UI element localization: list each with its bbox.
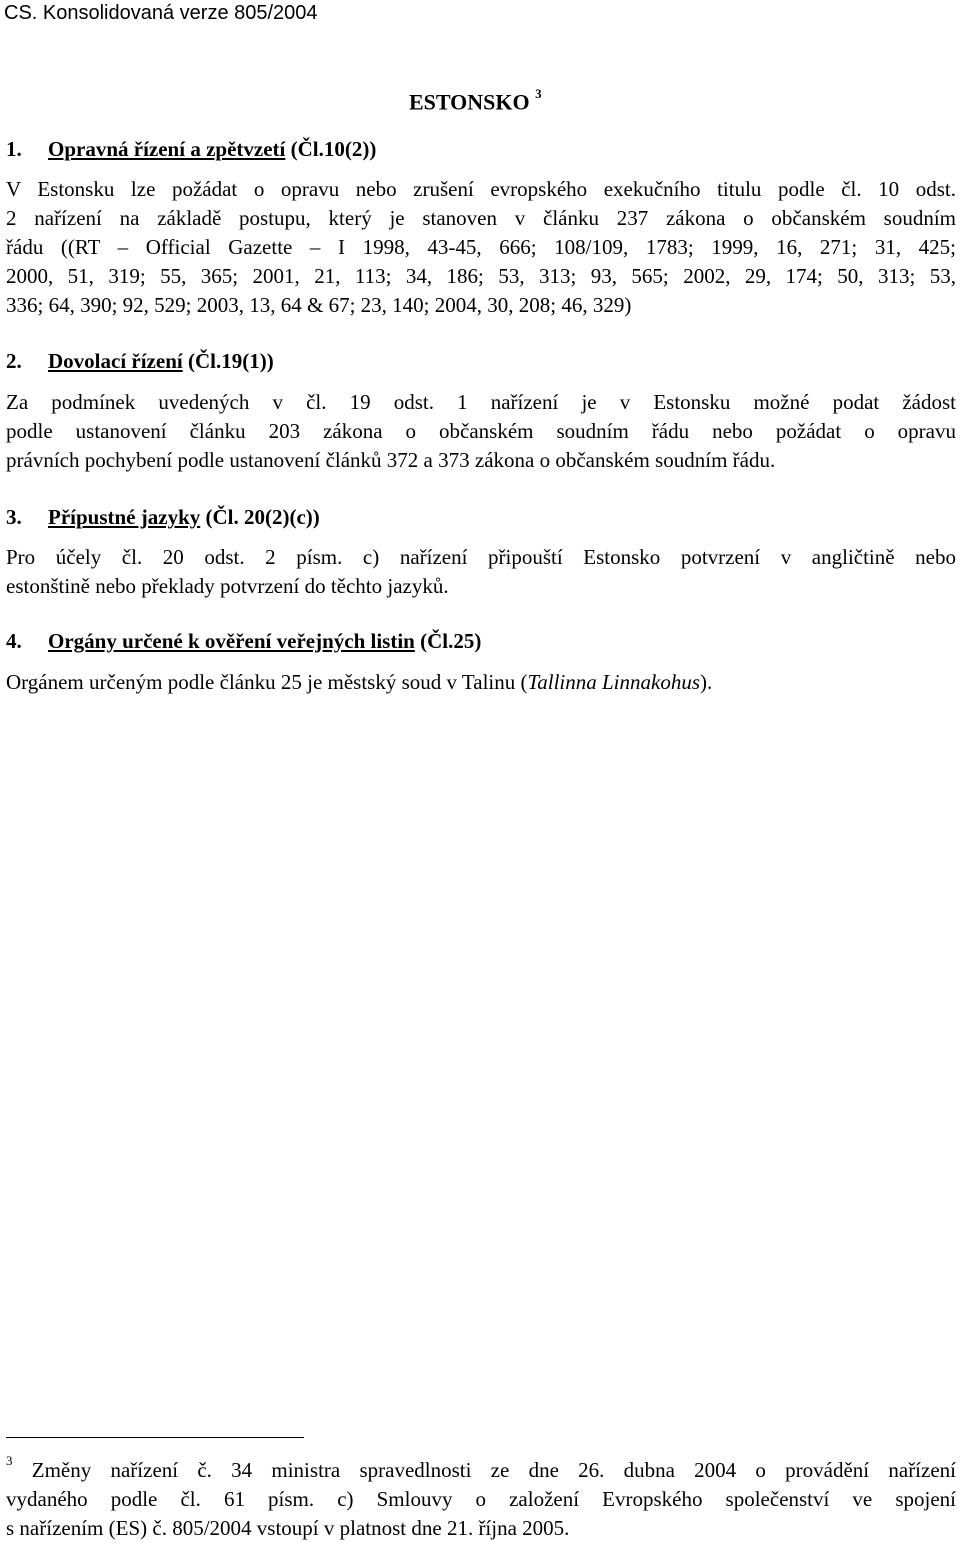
section-body-2 xyxy=(6,388,956,475)
section-body-4 xyxy=(6,668,956,697)
body-line: Za podmínek uvedených v čl. 19 odst. 1 nařízení je v Estonsku možné podat žádost xyxy=(6,390,956,414)
document-header: CS. Konsolidovaná verze 805/2004 xyxy=(4,2,318,24)
footnote-marker: 3 xyxy=(6,1453,13,1468)
footnote-line: s nařízením (ES) č. 805/2004 vstoupí v platnost dne 21. října 2005. xyxy=(6,1516,570,1540)
footnote-separator xyxy=(6,1437,304,1438)
footnote-ref[interactable]: 3 xyxy=(535,86,542,101)
body-line: řádu ((RT – Official Gazette – I 1998, 43-45, 666; 108/109, 1783; 1999, 16, 271; 31, 425; xyxy=(6,235,956,259)
country-heading xyxy=(409,82,542,116)
section-number: 3. xyxy=(6,505,22,529)
section-title: Orgány určené k ověření veřejných listin xyxy=(48,629,415,653)
body-text: ). xyxy=(700,670,713,694)
body-line: estonštině nebo překlady potvrzení do těchto jazyků. xyxy=(6,574,449,598)
footnote-text: Změny nařízení č. 34 ministra spravedlnosti ze dne 26. dubna 2004 o provádění nařízení xyxy=(31,1458,956,1482)
section-heading-4 xyxy=(6,627,481,656)
footnote xyxy=(6,1450,956,1543)
court-name: Tallinna Linnakohus xyxy=(527,670,700,694)
body-line: Pro účely čl. 20 odst. 2 písm. c) nařízení připouští Estonsko potvrzení v angličtině nebo xyxy=(6,545,956,569)
section-heading-1 xyxy=(6,135,376,164)
body-line: 2 nařízení na základě postupu, který je stanoven v článku 237 zákona o občanském soudním xyxy=(6,206,956,230)
section-number: 4. xyxy=(6,629,22,653)
body-line: 336; 64, 390; 92, 529; 2003, 13, 64 & 67; 23, 140; 2004, 30, 208; 46, 329) xyxy=(6,293,632,317)
section-heading-2 xyxy=(6,347,274,376)
body-line: 2000, 51, 319; 55, 365; 2001, 21, 113; 34, 186; 53, 313; 93, 565; 2002, 29, 174; 50, 313; 53, xyxy=(6,264,956,288)
section-body-1 xyxy=(6,175,956,320)
section-title: Opravná řízení a zpětvzetí xyxy=(48,137,286,161)
country-name: ESTONSKO xyxy=(409,89,530,115)
body-line: právních pochybení podle ustanovení článků 372 a 373 zákona o občanském soudním řádu. xyxy=(6,448,776,472)
section-number: 1. xyxy=(6,137,22,161)
footnote-line xyxy=(6,1450,956,1485)
section-ref: (Čl.19(1)) xyxy=(187,349,274,373)
section-number: 2. xyxy=(6,349,22,373)
body-line: podle ustanovení článku 203 zákona o občanském soudním řádu nebo požádat o opravu xyxy=(6,419,956,443)
section-heading-3 xyxy=(6,503,320,532)
footnote-line: vydaného podle čl. 61 písm. c) Smlouvy o založení Evropského společenství ve spojení xyxy=(6,1487,956,1511)
body-text: Orgánem určeným podle článku 25 je městský soud v Talinu ( xyxy=(6,670,528,694)
section-ref: (Čl.25) xyxy=(420,629,482,653)
section-title: Přípustné jazyky xyxy=(48,505,201,529)
section-body-3 xyxy=(6,543,956,601)
section-ref: (Čl. 20(2)(c)) xyxy=(205,505,320,529)
section-title: Dovolací řízení xyxy=(48,349,183,373)
body-line: V Estonsku lze požádat o opravu nebo zrušení evropského exekučního titulu podle čl. 10 odst. xyxy=(6,177,956,201)
body-line xyxy=(6,668,956,697)
section-ref: (Čl.10(2)) xyxy=(290,137,377,161)
